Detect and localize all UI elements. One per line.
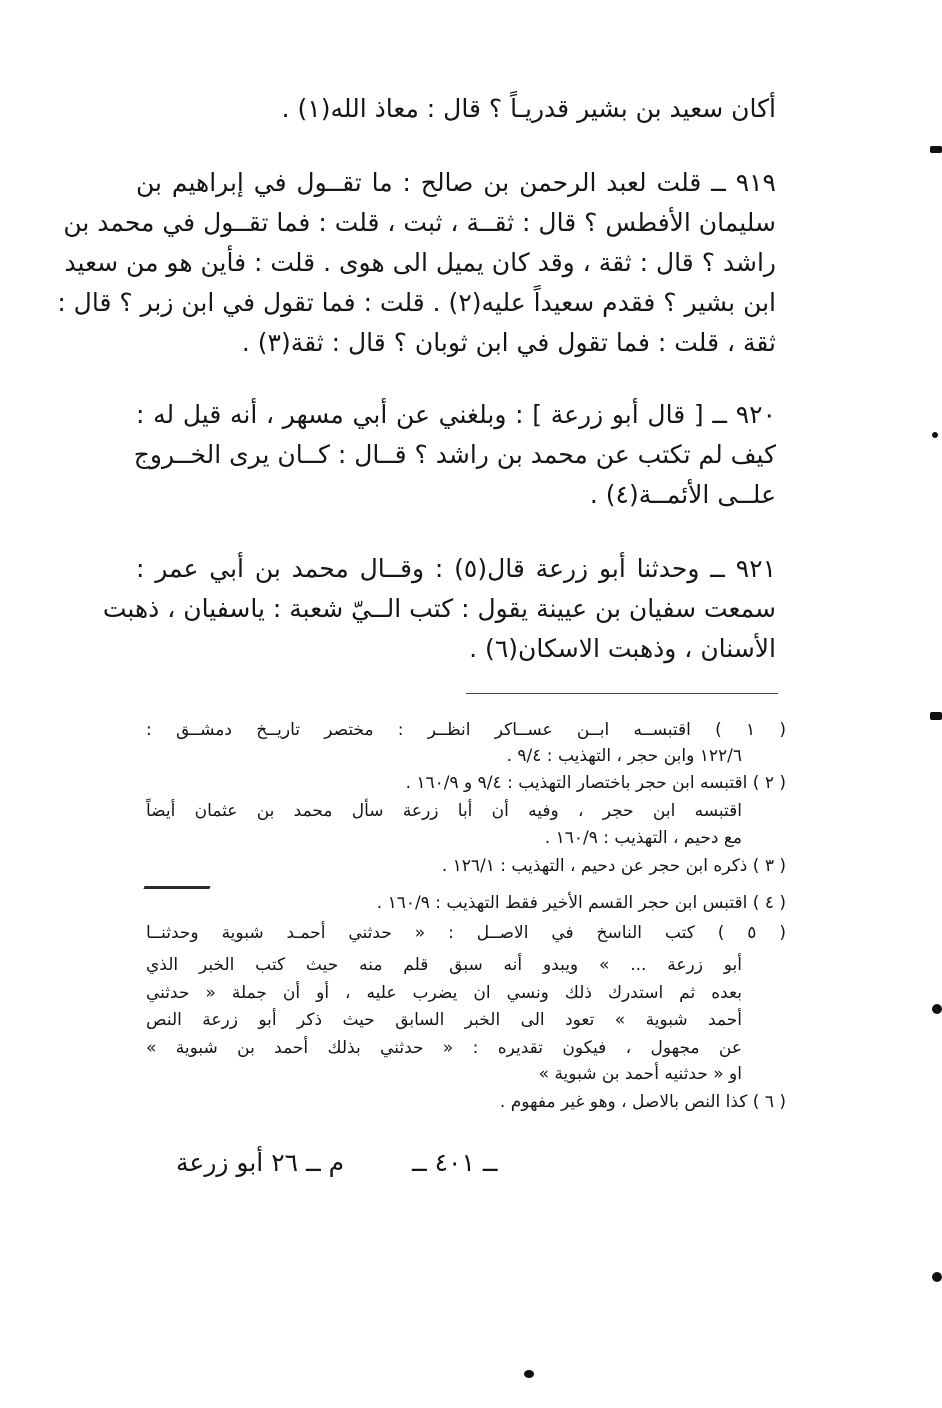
scan-ink-stroke xyxy=(143,886,210,889)
footnote-line: اقتبسه ابن حجر ، وفيه أن أبا زرعة سأل محمد بن عثمان أيضاً xyxy=(146,801,742,821)
scan-margin-mark xyxy=(524,1370,534,1378)
footnote-line: عن مجهول ، فيكون تقديره : « حدثني بذلك أحمد بن شبوية » xyxy=(146,1038,742,1058)
footnote-line: ( ٢ ) اقتبسه ابن حجر باختصار التهذيب : ٩/٤ و ١٦٠/٩ . xyxy=(405,773,786,793)
paragraph-line: ابن بشير ؟ فقدم سعيداً عليه(٢) . قلت : فما تقول في ابن زبر ؟ قال : xyxy=(57,288,776,317)
footnote-line: ١٢٢/٦ وابن حجر ، التهذيب : ٩/٤ . xyxy=(506,746,742,766)
scan-margin-mark xyxy=(930,712,942,720)
scan-margin-mark xyxy=(932,1004,942,1014)
paragraph-line: ثقة ، قلت : فما تقول في ابن ثوبان ؟ قال : ثقة(٣) . xyxy=(241,328,776,357)
footnote-line: أحمد شبوية » تعود الى الخبر السابق حيث ذكر أبو زرعة النص xyxy=(146,1010,742,1030)
footnote-line: أبو زرعة ... » ويبدو أنه سبق قلم منه حيث كتب الخبر الذي xyxy=(146,955,742,975)
footnote-line: ( ١ ) اقتبســه ابــن عســاكر انظــر : مختصر تاريــخ دمشــق : xyxy=(146,720,786,740)
footnote-line: ( ٤ ) اقتبس ابن حجر القسم الأخير فقط التهذيب : ١٦٠/٩ . xyxy=(376,893,786,913)
footnote-separator xyxy=(466,693,778,694)
paragraph-line: ٩٢٠ ــ [ قال أبو زرعة ] : وبلغني عن أبي مسهر ، أنه قيل له : xyxy=(136,400,776,429)
page-number: ــ ٤٠١ ــ xyxy=(412,1148,498,1177)
scan-margin-mark xyxy=(932,432,938,438)
paragraph-line: ٩٢١ ــ وحدثنا أبو زرعة قال(٥) : وقــال محمد بن أبي عمر : xyxy=(136,554,777,583)
opening-line: أكان سعيد بن بشير قدريـاً ؟ قال : معاذ الله(١) . xyxy=(281,94,776,123)
paragraph-line: كيف لم تكتب عن محمد بن راشد ؟ قــال : كــان يرى الخــروج xyxy=(133,440,776,469)
footnote-line: بعده ثم استدرك ذلك ونسي ان يضرب عليه ، أو أن جملة « حدثني xyxy=(146,983,742,1003)
paragraph-line: الأسنان ، وذهبت الاسكان(٦) . xyxy=(469,634,776,663)
footnote-line: ( ٦ ) كذا النص بالاصل ، وهو غير مفهوم . xyxy=(499,1092,786,1112)
paragraph-line: علــى الأئمــة(٤) . xyxy=(589,480,776,509)
paragraph-line: سليمان الأفطس ؟ قال : ثقــة ، ثبت ، قلت : فما تقــول في محمد بن xyxy=(63,208,776,237)
footnote-line: ( ٣ ) ذكره ابن حجر عن دحيم ، التهذيب : ١٢٦/١ . xyxy=(441,856,786,876)
paragraph-line: راشد ؟ قال : ثقة ، وقد كان يميل الى هوى . قلت : فأين هو من سعيد xyxy=(64,248,776,277)
scan-margin-mark xyxy=(932,1272,942,1282)
signature-mark: م ــ ٢٦ أبو زرعة xyxy=(176,1148,345,1177)
scan-margin-mark xyxy=(930,146,942,153)
footnote-line: او « حدثنيه أحمد بن شبوية » xyxy=(538,1064,742,1084)
paragraph-line: سمعت سفيان بن عيينة يقول : كتب الــيّ شعبة : ياسفيان ، ذهبت xyxy=(102,594,776,623)
footnote-line: مع دحيم ، التهذيب : ١٦٠/٩ . xyxy=(544,828,742,848)
footnote-line: ( ٥ ) كتب الناسخ في الاصــل : « حدثني أحمـد شبوية وحدثنــا xyxy=(146,923,786,943)
paragraph-line: ٩١٩ ــ قلت لعبد الرحمن بن صالح : ما تقــول في إبراهيم بن xyxy=(136,168,776,197)
